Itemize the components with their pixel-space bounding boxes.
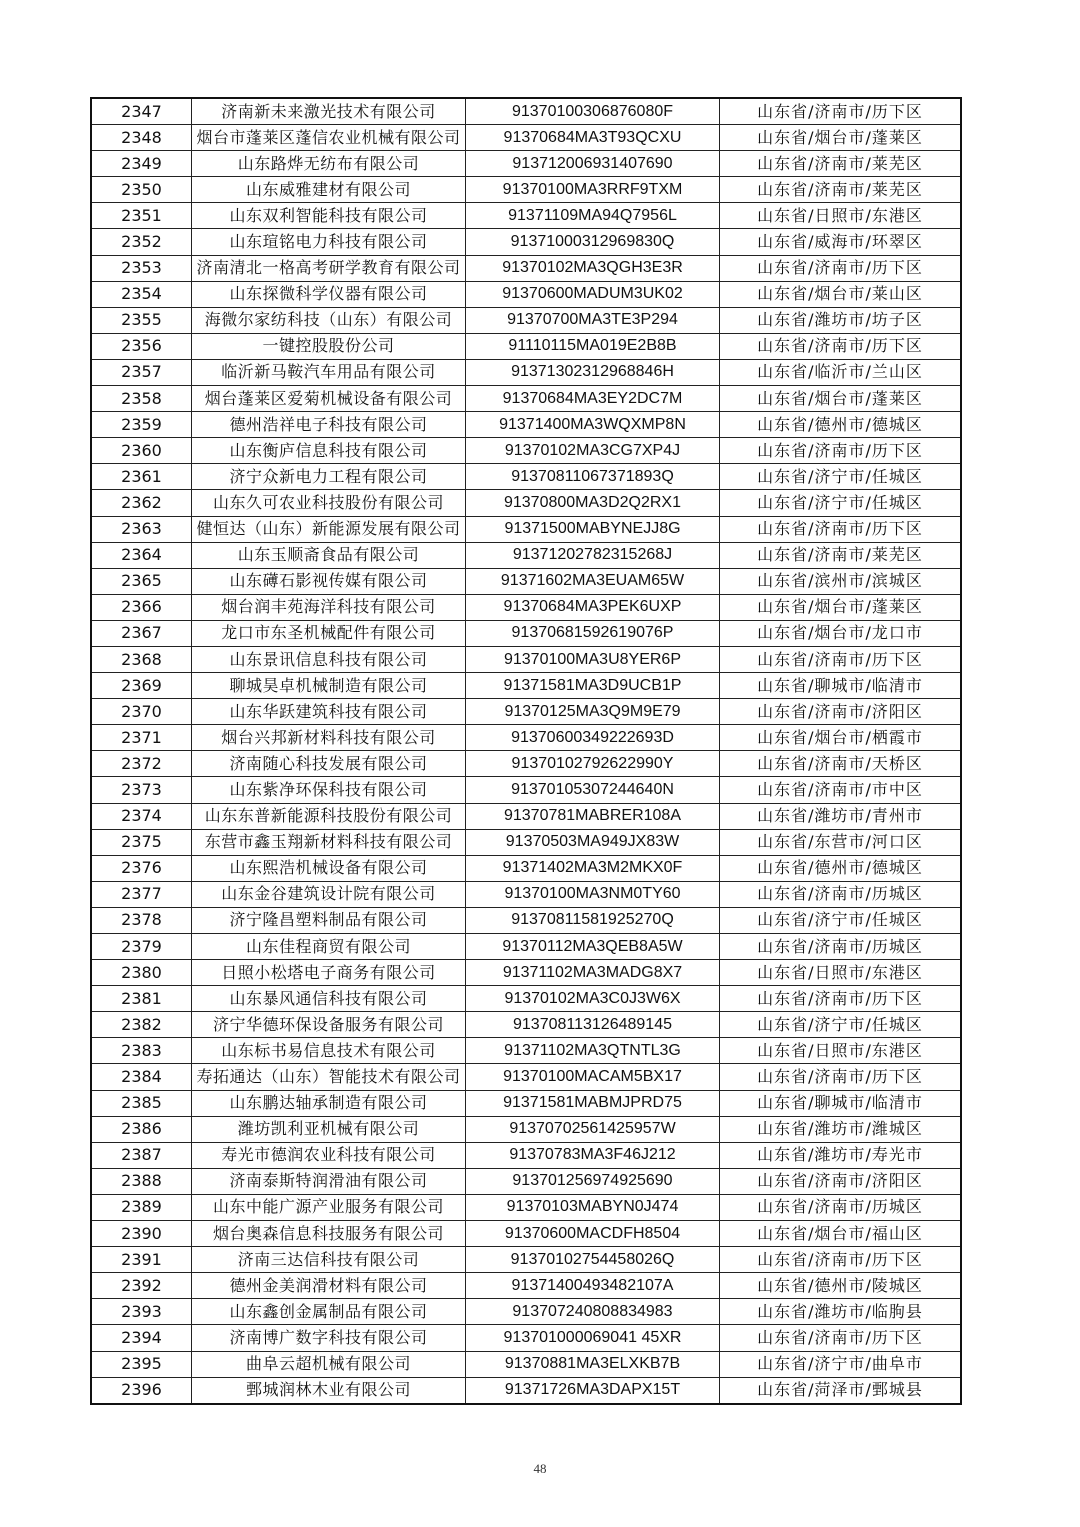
credit-code-cell: 91371581MA3D9UCB1P <box>466 673 720 699</box>
credit-code-cell: 91370100MACAM5BX17 <box>466 1064 720 1090</box>
credit-code-cell: 91110115MA019E2B8B <box>466 333 720 359</box>
row-number-cell: 2349 <box>91 151 192 177</box>
table-row <box>91 98 961 125</box>
table-row <box>91 464 961 490</box>
region-cell: 山东省/济南市/莱芜区 <box>720 542 962 568</box>
company-name-cell: 日照小松塔电子商务有限公司 <box>192 960 466 986</box>
company-name-cell: 山东佳程商贸有限公司 <box>192 934 466 960</box>
credit-code-cell: 91370800MA3D2Q2RX1 <box>466 490 720 516</box>
credit-code-cell: 91371726MA3DAPX15T <box>466 1377 720 1404</box>
credit-code-cell: 91370600MADUM3UK02 <box>466 281 720 307</box>
region-cell: 山东省/济南市/历下区 <box>720 1325 962 1351</box>
company-name-cell: 济宁隆昌塑料制品有限公司 <box>192 907 466 933</box>
region-cell: 山东省/德州市/陵城区 <box>720 1273 962 1299</box>
company-name-cell: 济南随心科技发展有限公司 <box>192 751 466 777</box>
region-cell: 山东省/济宁市/任城区 <box>720 490 962 516</box>
credit-code-cell: 91370103MABYN0J474 <box>466 1194 720 1220</box>
region-cell: 山东省/烟台市/龙口市 <box>720 620 962 646</box>
region-cell: 山东省/济南市/历下区 <box>720 98 962 125</box>
region-cell: 山东省/济南市/历下区 <box>720 1064 962 1090</box>
table-row <box>91 1038 961 1064</box>
table-row <box>91 646 961 672</box>
row-number-cell: 2366 <box>91 594 192 620</box>
region-cell: 山东省/烟台市/莱山区 <box>720 281 962 307</box>
row-number-cell: 2374 <box>91 803 192 829</box>
company-name-cell: 曲阜云超机械有限公司 <box>192 1351 466 1377</box>
company-name-cell: 山东礡石影视传媒有限公司 <box>192 568 466 594</box>
region-cell: 山东省/济宁市/任城区 <box>720 1012 962 1038</box>
table-row <box>91 1247 961 1273</box>
region-cell: 山东省/威海市/环翠区 <box>720 229 962 255</box>
credit-code-cell: 91371102MA3MADG8X7 <box>466 960 720 986</box>
company-list-table <box>90 97 962 1405</box>
company-name-cell: 东营市鑫玉翔新材料科技有限公司 <box>192 829 466 855</box>
credit-code-cell: 91371500MABYNEJJ8G <box>466 516 720 542</box>
company-name-cell: 济南三达信科技有限公司 <box>192 1247 466 1273</box>
table-row <box>91 333 961 359</box>
credit-code-cell: 91370781MABRER108A <box>466 803 720 829</box>
table-row <box>91 855 961 881</box>
row-number-cell: 2357 <box>91 359 192 385</box>
row-number-cell: 2379 <box>91 934 192 960</box>
table-row <box>91 516 961 542</box>
table-row <box>91 934 961 960</box>
region-cell: 山东省/济宁市/任城区 <box>720 464 962 490</box>
credit-code-cell: 91370100MA3U8YER6P <box>466 646 720 672</box>
table-row <box>91 1325 961 1351</box>
company-name-cell: 山东东普新能源科技股份有限公司 <box>192 803 466 829</box>
company-name-cell: 一键控股股份公司 <box>192 333 466 359</box>
company-name-cell: 德州浩祥电子科技有限公司 <box>192 412 466 438</box>
row-number-cell: 2370 <box>91 699 192 725</box>
row-number-cell: 2352 <box>91 229 192 255</box>
region-cell: 山东省/聊城市/临清市 <box>720 673 962 699</box>
row-number-cell: 2356 <box>91 333 192 359</box>
region-cell: 山东省/日照市/东港区 <box>720 960 962 986</box>
company-name-cell: 鄄城润林木业有限公司 <box>192 1377 466 1404</box>
table-row <box>91 829 961 855</box>
region-cell: 山东省/济南市/莱芜区 <box>720 177 962 203</box>
company-name-cell: 山东标书易信息技术有限公司 <box>192 1038 466 1064</box>
row-number-cell: 2367 <box>91 620 192 646</box>
row-number-cell: 2355 <box>91 307 192 333</box>
credit-code-cell: 91370811581925270Q <box>466 907 720 933</box>
table-row <box>91 960 961 986</box>
credit-code-cell: 91371202782315268J <box>466 542 720 568</box>
table-row <box>91 151 961 177</box>
company-name-cell: 济南博广数字科技有限公司 <box>192 1325 466 1351</box>
region-cell: 山东省/日照市/东港区 <box>720 1038 962 1064</box>
row-number-cell: 2395 <box>91 1351 192 1377</box>
row-number-cell: 2387 <box>91 1142 192 1168</box>
company-name-cell: 山东鑫创金属制品有限公司 <box>192 1299 466 1325</box>
region-cell: 山东省/济南市/历城区 <box>720 1194 962 1220</box>
company-name-cell: 烟台兴邦新材料科技有限公司 <box>192 725 466 751</box>
credit-code-cell: 91370783MA3F46J212 <box>466 1142 720 1168</box>
company-name-cell: 龙口市东圣机械配件有限公司 <box>192 620 466 646</box>
credit-code-cell: 91371102MA3QTNTL3G <box>466 1038 720 1064</box>
credit-code-cell: 91370125MA3Q9M9E79 <box>466 699 720 725</box>
table-row <box>91 359 961 385</box>
table-row <box>91 307 961 333</box>
row-number-cell: 2353 <box>91 255 192 281</box>
table-row <box>91 699 961 725</box>
region-cell: 山东省/济南市/历下区 <box>720 438 962 464</box>
company-name-cell: 烟台市蓬莱区蓬信农业机械有限公司 <box>192 125 466 151</box>
company-name-cell: 烟台蓬莱区爱菊机械设备有限公司 <box>192 386 466 412</box>
table-row <box>91 1221 961 1247</box>
region-cell: 山东省/滨州市/滨城区 <box>720 568 962 594</box>
table-row <box>91 1351 961 1377</box>
row-number-cell: 2377 <box>91 881 192 907</box>
region-cell: 山东省/烟台市/福山区 <box>720 1221 962 1247</box>
table-row <box>91 177 961 203</box>
credit-code-cell: 91370684MA3PEK6UXP <box>466 594 720 620</box>
company-name-cell: 济南清北一格高考研学教育有限公司 <box>192 255 466 281</box>
credit-code-cell: 91370102MA3C0J3W6X <box>466 986 720 1012</box>
row-number-cell: 2359 <box>91 412 192 438</box>
region-cell: 山东省/烟台市/蓬莱区 <box>720 386 962 412</box>
region-cell: 山东省/济南市/济阳区 <box>720 699 962 725</box>
region-cell: 山东省/济南市/历下区 <box>720 1247 962 1273</box>
region-cell: 山东省/烟台市/蓬莱区 <box>720 594 962 620</box>
company-name-cell: 寿光市德润农业科技有限公司 <box>192 1142 466 1168</box>
row-number-cell: 2350 <box>91 177 192 203</box>
row-number-cell: 2390 <box>91 1221 192 1247</box>
region-cell: 山东省/潍坊市/坊子区 <box>720 307 962 333</box>
company-name-cell: 山东威雅建材有限公司 <box>192 177 466 203</box>
region-cell: 山东省/德州市/德城区 <box>720 855 962 881</box>
company-name-cell: 山东玉顺斋食品有限公司 <box>192 542 466 568</box>
credit-code-cell: 91370684MA3EY2DC7M <box>466 386 720 412</box>
region-cell: 山东省/德州市/德城区 <box>720 412 962 438</box>
credit-code-cell: 91370102754458026Q <box>466 1247 720 1273</box>
credit-code-cell: 91370881MA3ELXKB7B <box>466 1351 720 1377</box>
company-name-cell: 山东衡庐信息科技有限公司 <box>192 438 466 464</box>
row-number-cell: 2381 <box>91 986 192 1012</box>
credit-code-cell: 913707240808834983 <box>466 1299 720 1325</box>
credit-code-cell: 91370102792622990Y <box>466 751 720 777</box>
row-number-cell: 2351 <box>91 203 192 229</box>
row-number-cell: 2364 <box>91 542 192 568</box>
table-row <box>91 255 961 281</box>
region-cell: 山东省/济南市/历城区 <box>720 934 962 960</box>
table-row <box>91 620 961 646</box>
table-row <box>91 203 961 229</box>
row-number-cell: 2354 <box>91 281 192 307</box>
page-number: 48 <box>533 1461 547 1476</box>
region-cell: 山东省/潍坊市/潍城区 <box>720 1116 962 1142</box>
company-name-cell: 寿拓通达（山东）智能技术有限公司 <box>192 1064 466 1090</box>
company-name-cell: 健恒达（山东）新能源发展有限公司 <box>192 516 466 542</box>
credit-code-cell: 913701256974925690 <box>466 1168 720 1194</box>
region-cell: 山东省/烟台市/栖霞市 <box>720 725 962 751</box>
table-row <box>91 229 961 255</box>
region-cell: 山东省/日照市/东港区 <box>720 203 962 229</box>
table-row <box>91 1064 961 1090</box>
table-row <box>91 1116 961 1142</box>
region-cell: 山东省/菏泽市/鄄城县 <box>720 1377 962 1404</box>
table-row <box>91 907 961 933</box>
company-name-cell: 聊城昊卓机械制造有限公司 <box>192 673 466 699</box>
credit-code-cell: 91371302312968846H <box>466 359 720 385</box>
region-cell: 山东省/东营市/河口区 <box>720 829 962 855</box>
credit-code-cell: 91370102MA3QGH3E3R <box>466 255 720 281</box>
company-name-cell: 潍坊凯利亚机械有限公司 <box>192 1116 466 1142</box>
credit-code-cell: 91370811067371893Q <box>466 464 720 490</box>
table-row <box>91 1377 961 1404</box>
row-number-cell: 2365 <box>91 568 192 594</box>
table-body <box>91 98 961 1404</box>
credit-code-cell: 91371109MA94Q7956L <box>466 203 720 229</box>
row-number-cell: 2363 <box>91 516 192 542</box>
row-number-cell: 2376 <box>91 855 192 881</box>
region-cell: 山东省/临沂市/兰山区 <box>720 359 962 385</box>
credit-code-cell: 91371400493482107A <box>466 1273 720 1299</box>
company-name-cell: 山东华跃建筑科技有限公司 <box>192 699 466 725</box>
row-number-cell: 2391 <box>91 1247 192 1273</box>
credit-code-cell: 913701000069041 45XR <box>466 1325 720 1351</box>
table-row <box>91 438 961 464</box>
company-name-cell: 烟台润丰苑海洋科技有限公司 <box>192 594 466 620</box>
region-cell: 山东省/济宁市/曲阜市 <box>720 1351 962 1377</box>
credit-code-cell: 91370600349222693D <box>466 725 720 751</box>
company-name-cell: 山东鹏达轴承制造有限公司 <box>192 1090 466 1116</box>
table-row <box>91 125 961 151</box>
region-cell: 山东省/聊城市/临清市 <box>720 1090 962 1116</box>
company-name-cell: 济南泰斯特润滑油有限公司 <box>192 1168 466 1194</box>
table-row <box>91 1168 961 1194</box>
region-cell: 山东省/济宁市/任城区 <box>720 907 962 933</box>
region-cell: 山东省/潍坊市/青州市 <box>720 803 962 829</box>
credit-code-cell: 91370681592619076P <box>466 620 720 646</box>
region-cell: 山东省/潍坊市/临朐县 <box>720 1299 962 1325</box>
company-name-cell: 山东双利智能科技有限公司 <box>192 203 466 229</box>
row-number-cell: 2371 <box>91 725 192 751</box>
table-row <box>91 412 961 438</box>
row-number-cell: 2369 <box>91 673 192 699</box>
table-row <box>91 1142 961 1168</box>
company-name-cell: 山东中能广源产业服务有限公司 <box>192 1194 466 1220</box>
credit-code-cell: 91370702561425957W <box>466 1116 720 1142</box>
table-row <box>91 803 961 829</box>
table-row <box>91 568 961 594</box>
credit-code-cell: 913708113126489145 <box>466 1012 720 1038</box>
region-cell: 山东省/济南市/历下区 <box>720 986 962 1012</box>
row-number-cell: 2348 <box>91 125 192 151</box>
row-number-cell: 2378 <box>91 907 192 933</box>
table-row <box>91 594 961 620</box>
credit-code-cell: 91370105307244640N <box>466 777 720 803</box>
row-number-cell: 2385 <box>91 1090 192 1116</box>
row-number-cell: 2380 <box>91 960 192 986</box>
company-name-cell: 烟台奥森信息科技服务有限公司 <box>192 1221 466 1247</box>
table-row <box>91 386 961 412</box>
row-number-cell: 2384 <box>91 1064 192 1090</box>
region-cell: 山东省/济南市/历下区 <box>720 333 962 359</box>
row-number-cell: 2393 <box>91 1299 192 1325</box>
credit-code-cell: 91371602MA3EUAM65W <box>466 568 720 594</box>
credit-code-cell: 91371402MA3M2MKX0F <box>466 855 720 881</box>
row-number-cell: 2382 <box>91 1012 192 1038</box>
credit-code-cell: 91370102MA3CG7XP4J <box>466 438 720 464</box>
row-number-cell: 2386 <box>91 1116 192 1142</box>
table-row <box>91 1090 961 1116</box>
region-cell: 山东省/济南市/历下区 <box>720 255 962 281</box>
credit-code-cell: 91371400MA3WQXMP8N <box>466 412 720 438</box>
row-number-cell: 2396 <box>91 1377 192 1404</box>
table-row <box>91 1299 961 1325</box>
table-row <box>91 281 961 307</box>
row-number-cell: 2392 <box>91 1273 192 1299</box>
table-row <box>91 986 961 1012</box>
row-number-cell: 2347 <box>91 98 192 125</box>
company-name-cell: 济宁众新电力工程有限公司 <box>192 464 466 490</box>
table-row <box>91 490 961 516</box>
row-number-cell: 2368 <box>91 646 192 672</box>
row-number-cell: 2389 <box>91 1194 192 1220</box>
company-name-cell: 山东瑄铭电力科技有限公司 <box>192 229 466 255</box>
region-cell: 山东省/济南市/历下区 <box>720 646 962 672</box>
credit-code-cell: 91370100MA3NM0TY60 <box>466 881 720 907</box>
region-cell: 山东省/济南市/历城区 <box>720 881 962 907</box>
credit-code-cell: 91371000312969830Q <box>466 229 720 255</box>
table-row <box>91 1194 961 1220</box>
region-cell: 山东省/济南市/莱芜区 <box>720 151 962 177</box>
company-name-cell: 海微尔家纺科技（山东）有限公司 <box>192 307 466 333</box>
credit-code-cell: 91370700MA3TE3P294 <box>466 307 720 333</box>
row-number-cell: 2362 <box>91 490 192 516</box>
row-number-cell: 2358 <box>91 386 192 412</box>
table-row <box>91 1273 961 1299</box>
credit-code-cell: 91370100306876080F <box>466 98 720 125</box>
company-name-cell: 济南新未来激光技术有限公司 <box>192 98 466 125</box>
company-name-cell: 山东久可农业科技股份有限公司 <box>192 490 466 516</box>
credit-code-cell: 91370112MA3QEB8A5W <box>466 934 720 960</box>
company-name-cell: 山东路烨无纺布有限公司 <box>192 151 466 177</box>
table-row <box>91 777 961 803</box>
region-cell: 山东省/济南市/市中区 <box>720 777 962 803</box>
row-number-cell: 2388 <box>91 1168 192 1194</box>
row-number-cell: 2383 <box>91 1038 192 1064</box>
table-row <box>91 725 961 751</box>
company-name-cell: 山东景讯信息科技有限公司 <box>192 646 466 672</box>
table-row <box>91 751 961 777</box>
row-number-cell: 2372 <box>91 751 192 777</box>
row-number-cell: 2373 <box>91 777 192 803</box>
table-row <box>91 673 961 699</box>
row-number-cell: 2394 <box>91 1325 192 1351</box>
region-cell: 山东省/济南市/天桥区 <box>720 751 962 777</box>
table-row <box>91 881 961 907</box>
row-number-cell: 2360 <box>91 438 192 464</box>
region-cell: 山东省/烟台市/蓬莱区 <box>720 125 962 151</box>
credit-code-cell: 91370100MA3RRF9TXM <box>466 177 720 203</box>
company-name-cell: 山东金谷建筑设计院有限公司 <box>192 881 466 907</box>
company-name-cell: 山东熙浩机械设备有限公司 <box>192 855 466 881</box>
credit-code-cell: 91370600MACDFH8504 <box>466 1221 720 1247</box>
credit-code-cell: 91370684MA3T93QCXU <box>466 125 720 151</box>
company-name-cell: 临沂新马鞍汽车用品有限公司 <box>192 359 466 385</box>
company-name-cell: 山东暴风通信科技有限公司 <box>192 986 466 1012</box>
row-number-cell: 2361 <box>91 464 192 490</box>
row-number-cell: 2375 <box>91 829 192 855</box>
company-name-cell: 山东探微科学仪器有限公司 <box>192 281 466 307</box>
credit-code-cell: 91371581MABMJPRD75 <box>466 1090 720 1116</box>
company-name-cell: 济宁华德环保设备服务有限公司 <box>192 1012 466 1038</box>
region-cell: 山东省/济南市/历下区 <box>720 516 962 542</box>
region-cell: 山东省/济南市/济阳区 <box>720 1168 962 1194</box>
table-row <box>91 542 961 568</box>
region-cell: 山东省/潍坊市/寿光市 <box>720 1142 962 1168</box>
credit-code-cell: 913712006931407690 <box>466 151 720 177</box>
credit-code-cell: 91370503MA949JX83W <box>466 829 720 855</box>
company-name-cell: 山东紫净环保科技有限公司 <box>192 777 466 803</box>
company-name-cell: 德州金美润滑材料有限公司 <box>192 1273 466 1299</box>
table-row <box>91 1012 961 1038</box>
